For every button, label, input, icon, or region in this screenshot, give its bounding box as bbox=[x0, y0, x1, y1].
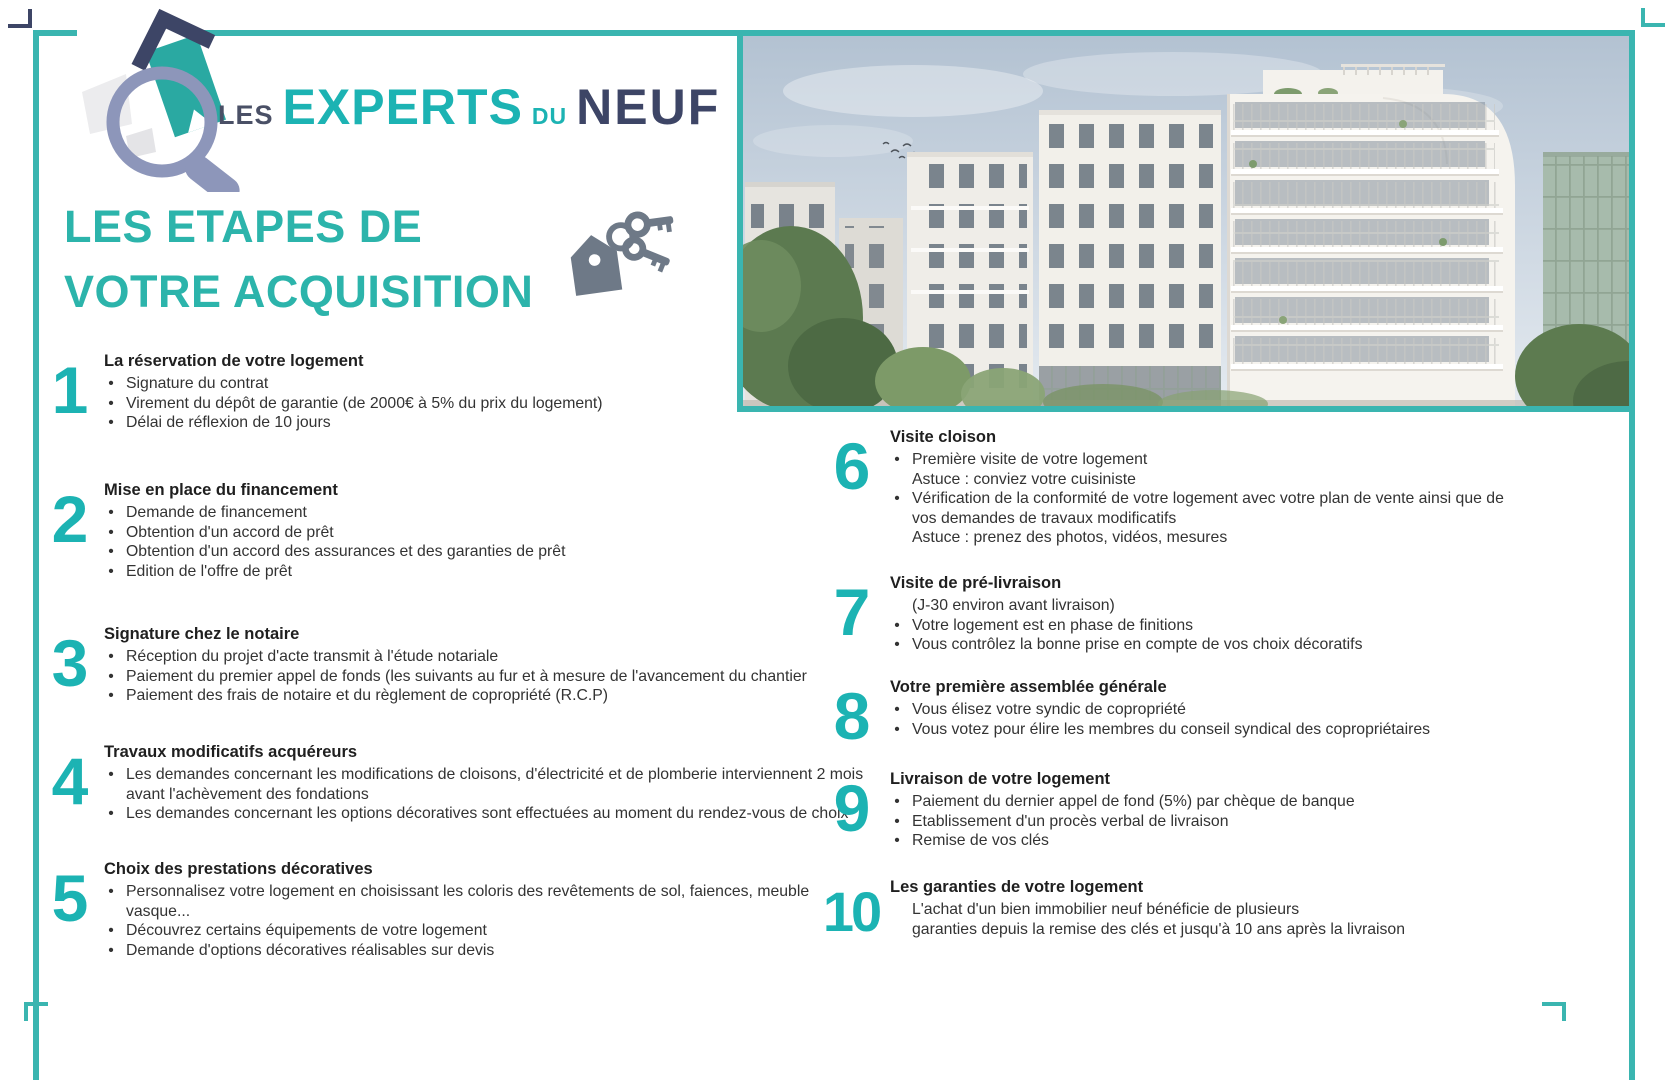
step-number: 6 bbox=[833, 429, 869, 503]
step-item bbox=[104, 667, 864, 687]
step-item bbox=[104, 542, 864, 562]
bullet-icon: • bbox=[894, 701, 900, 718]
step-title: Mise en place du financement bbox=[104, 481, 338, 499]
step-number: 7 bbox=[833, 575, 869, 649]
bullet-icon: • bbox=[108, 687, 114, 705]
step-item bbox=[890, 635, 1508, 655]
logo-word-neuf: NEUF bbox=[576, 79, 721, 135]
step-item bbox=[104, 686, 864, 706]
step-2 bbox=[42, 481, 864, 581]
bullet-icon: • bbox=[108, 562, 114, 580]
step-item-text: Paiement des frais de notaire et du règlement de copropriété (R.C.P) bbox=[126, 687, 609, 705]
bullet-icon: • bbox=[108, 941, 114, 959]
step-title: Choix des prestations décoratives bbox=[104, 860, 373, 878]
step-item bbox=[890, 616, 1508, 636]
bullet-icon: • bbox=[108, 648, 114, 665]
step-item bbox=[104, 765, 864, 804]
step-title: Travaux modificatifs acquéreurs bbox=[104, 743, 358, 761]
step-number: 8 bbox=[833, 679, 869, 753]
step-item-text: Délai de réflexion de 10 jours bbox=[126, 414, 331, 432]
step-1 bbox=[42, 352, 864, 433]
step-item bbox=[104, 562, 864, 582]
bullet-icon: • bbox=[894, 616, 900, 634]
steps-column-right bbox=[820, 0, 1520, 1080]
logo-word-du: DU bbox=[531, 103, 568, 129]
step-item-text: Etablissement d'un procès verbal de livraison bbox=[912, 812, 1229, 830]
bullet-icon: • bbox=[108, 523, 114, 541]
step-item-text: Obtention d'un accord des assurances et des garanties de prêt bbox=[126, 543, 566, 561]
bullet-icon: • bbox=[108, 883, 114, 900]
bullet-icon: • bbox=[108, 766, 114, 783]
step-title: Les garanties de votre logement bbox=[890, 878, 1144, 896]
step-item-text: Première visite de votre logement bbox=[912, 451, 1148, 468]
step-item bbox=[104, 523, 864, 543]
step-item-text: Vous élisez votre syndic de copropriété bbox=[912, 701, 1186, 718]
step-item bbox=[104, 647, 864, 667]
step-item-text: (J-30 environ avant livraison) bbox=[912, 597, 1115, 614]
logo-word-experts: EXPERTS bbox=[282, 79, 523, 135]
step-item bbox=[890, 489, 1508, 528]
step-7 bbox=[820, 574, 1508, 655]
bullet-icon: • bbox=[894, 793, 900, 810]
page-title-line2: VOTRE ACQUISITION bbox=[64, 266, 534, 318]
step-item-text: Remise de vos clés bbox=[912, 832, 1049, 850]
step-number: 4 bbox=[51, 744, 87, 818]
step-item-text: Personnalisez votre logement en choisissant les coloris des revêtements de sol, faiences, meuble vasque... bbox=[126, 883, 810, 920]
step-item-text: Edition de l'offre de prêt bbox=[126, 562, 293, 580]
step-5 bbox=[42, 860, 864, 960]
steps-column-left bbox=[42, 0, 864, 1080]
bullet-icon: • bbox=[108, 922, 114, 940]
step-4 bbox=[42, 743, 864, 824]
step-item bbox=[890, 596, 1508, 616]
step-item-text: Vous votez pour élire les membres du conseil syndical des copropriétaires bbox=[912, 720, 1431, 738]
step-number: 2 bbox=[51, 482, 87, 556]
step-item bbox=[104, 882, 864, 921]
step-item bbox=[890, 812, 1508, 832]
step-title: Visite cloison bbox=[890, 428, 997, 446]
step-10 bbox=[820, 878, 1508, 943]
step-title: Signature chez le notaire bbox=[104, 625, 300, 643]
bullet-icon: • bbox=[894, 832, 900, 850]
step-item bbox=[890, 700, 1508, 720]
corner-mark-top-right bbox=[1641, 8, 1665, 27]
step-3 bbox=[42, 625, 864, 706]
bullet-icon: • bbox=[894, 451, 900, 468]
step-item bbox=[104, 503, 864, 523]
step-item-text: Virement du dépôt de garantie (de 2000€ à 5% du prix du logement) bbox=[126, 394, 603, 412]
step-item-text: Astuce : conviez votre cuisiniste bbox=[912, 470, 1136, 488]
step-item-text: Paiement du dernier appel de fond (5%) par chèque de banque bbox=[912, 793, 1355, 810]
bullet-icon: • bbox=[894, 812, 900, 830]
step-item-text: Votre logement est en phase de finitions bbox=[912, 616, 1194, 634]
step-title: La réservation de votre logement bbox=[104, 352, 364, 370]
bullet-icon: • bbox=[108, 667, 114, 685]
step-item-text: L'achat d'un bien immobilier neuf bénéficie de plusieurs bbox=[912, 901, 1300, 918]
step-item bbox=[890, 792, 1508, 812]
bullet-icon: • bbox=[108, 394, 114, 412]
step-item-text: Demande de financement bbox=[126, 504, 307, 521]
step-item bbox=[104, 394, 864, 414]
step-number: 5 bbox=[51, 861, 87, 935]
step-number: 9 bbox=[833, 771, 869, 845]
bullet-icon: • bbox=[108, 414, 114, 432]
step-item-text: Les demandes concernant les options décoratives sont effectuées au moment du rendez-vous de choix bbox=[126, 805, 849, 823]
bullet-icon: • bbox=[894, 636, 900, 654]
step-item-text: garanties depuis la remise des clés et jusqu'à 10 ans après la livraison bbox=[912, 920, 1405, 938]
step-item-text: Paiement du premier appel de fonds (les suivants au fur et à mesure de l'avancement du chantier bbox=[126, 667, 807, 685]
step-item bbox=[104, 921, 864, 941]
frame-border-left bbox=[33, 30, 39, 1080]
step-item bbox=[890, 831, 1508, 851]
step-title: Livraison de votre logement bbox=[890, 770, 1111, 788]
corner-mark-top-left bbox=[8, 9, 32, 28]
step-item bbox=[104, 804, 864, 824]
step-item bbox=[890, 920, 1508, 940]
step-item bbox=[104, 374, 864, 394]
step-item-text: Découvrez certains équipements de votre logement bbox=[126, 922, 487, 940]
step-item bbox=[104, 413, 864, 433]
bullet-icon: • bbox=[108, 375, 114, 392]
step-item-text: Astuce : prenez des photos, vidéos, mesures bbox=[912, 529, 1228, 547]
step-item bbox=[890, 450, 1508, 470]
page-title-line1: LES ETAPES DE bbox=[64, 201, 423, 252]
step-item bbox=[890, 900, 1508, 920]
step-item-text: Réception du projet d'acte transmit à l'étude notariale bbox=[126, 648, 499, 665]
step-item bbox=[890, 470, 1508, 490]
step-item-text: Vous contrôlez la bonne prise en compte de vos choix décoratifs bbox=[912, 636, 1363, 654]
bullet-icon: • bbox=[108, 805, 114, 823]
step-item-text: Demande d'options décoratives réalisables sur devis bbox=[126, 941, 495, 959]
step-6 bbox=[820, 428, 1508, 548]
bullet-icon: • bbox=[894, 490, 900, 508]
step-item-text: Les demandes concernant les modifications de cloisons, d'électricité et de plomberie interviennent 2 mois avant l'achèvement des fondations bbox=[126, 766, 864, 803]
step-number: 10 bbox=[822, 880, 880, 943]
bullet-icon: • bbox=[894, 720, 900, 738]
step-title: Votre première assemblée générale bbox=[890, 678, 1167, 696]
logo-word-les: LES bbox=[218, 100, 274, 130]
step-item-text: Vérification de la conformité de votre logement avec votre plan de vente ainsi que de vos demandes de travaux modificatifs bbox=[912, 490, 1504, 527]
step-9 bbox=[820, 770, 1508, 851]
step-item bbox=[104, 941, 864, 961]
step-item-text: Signature du contrat bbox=[126, 375, 269, 392]
step-item bbox=[890, 528, 1508, 548]
step-8 bbox=[820, 678, 1508, 753]
step-item-text: Obtention d'un accord de prêt bbox=[126, 523, 334, 541]
bullet-icon: • bbox=[108, 543, 114, 561]
step-item bbox=[890, 720, 1508, 740]
bullet-icon: • bbox=[108, 504, 114, 521]
step-title: Visite de pré-livraison bbox=[890, 574, 1062, 592]
step-number: 1 bbox=[51, 353, 87, 427]
step-number: 3 bbox=[51, 626, 87, 700]
corner-mark-bottom-right bbox=[1542, 1002, 1566, 1021]
